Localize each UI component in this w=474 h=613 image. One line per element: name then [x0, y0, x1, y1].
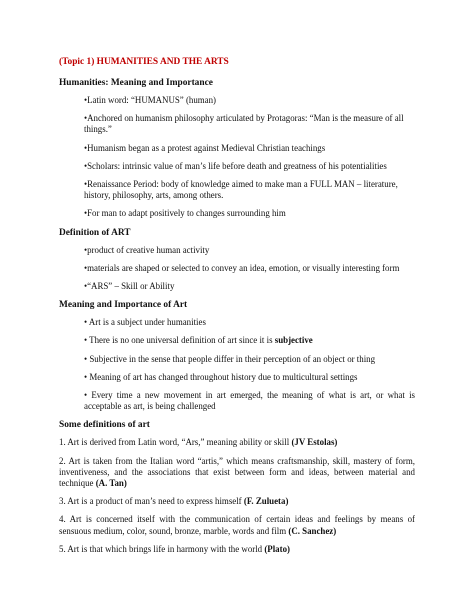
- definition-item: [59, 496, 415, 507]
- item-text: • There is no one universal definition of art since it is: [84, 335, 275, 346]
- definition-source: (F. Zulueta): [243, 496, 289, 507]
- document-title: (Topic 1) HUMANITIES AND THE ARTS: [59, 57, 229, 67]
- list-item: • Art is a subject under humanities: [84, 317, 206, 328]
- definition-item: [59, 544, 415, 555]
- list-item: •Latin word: “HUMANUS” (human): [84, 95, 217, 105]
- list-item: • Every time a new movement in art emerged, the meaning of what is art, or what is acceptable as art, is being challenged: [84, 390, 415, 412]
- section-definition-of-art: [59, 227, 415, 293]
- list-item: • Subjective in the sense that people differ in their perception of an object or thing: [84, 353, 376, 364]
- definition-source: (A. Tan): [95, 478, 127, 489]
- definition-item: [59, 514, 415, 536]
- definition-text: 1. Art is derived from Latin word, “Ars,” meaning ability or skill: [59, 437, 292, 448]
- list-item: [59, 335, 415, 346]
- definition-source: (Plato): [264, 543, 290, 554]
- list-item: •For man to adapt positively to changes surrounding him: [84, 208, 286, 219]
- section-heading-some-definitions: Some definitions of art: [59, 420, 150, 431]
- section-heading-humanities: Humanities: Meaning and Importance: [59, 78, 213, 88]
- list-item: •Anchored on humanism philosophy articulated by Protagoras: “Man is the measure of all things.”: [84, 113, 404, 135]
- list-item: •materials are shaped or selected to convey an idea, emotion, or visually interesting form: [84, 262, 400, 273]
- emphasis-text: subjective: [274, 335, 313, 346]
- list-item: •Scholars: intrinsic value of man’s life before death and greatness of his potentialities: [84, 160, 387, 171]
- definition-text: 4. Art is concerned itself with the communication of certain ideas and feelings by means of sensuous medium, color, sound, bronze, marble, words and film: [59, 514, 415, 536]
- definition-text: 5. Art is that which brings life in harmony with the world: [59, 543, 265, 554]
- section-humanities: [59, 77, 415, 220]
- list-item: •Renaissance Period: body of knowledge aimed to make man a FULL MAN – literature, history, philosophy, arts, among others.: [84, 179, 398, 201]
- definition-item: [59, 456, 415, 490]
- list-item: •Humanism began as a protest against Medieval Christian teachings: [84, 142, 326, 153]
- definition-item: [59, 437, 415, 448]
- list-item: •“ARS” – Skill or Ability: [84, 281, 175, 292]
- definition-source: (C. Sanchez): [288, 525, 337, 536]
- section-heading-meaning: Meaning and Importance of Art: [59, 300, 188, 311]
- section-heading-definition: Definition of ART: [59, 227, 131, 238]
- definition-text: 2. Art is taken from the Italian word “artis,” which means craftsmanship, skill, mastery of form, inventiveness, and the associations that exist between form and ideas, between material and technique: [59, 455, 415, 489]
- list-item: • Meaning of art has changed throughout history due to multicultural settings: [84, 371, 358, 382]
- definition-source: (JV Estolas): [291, 437, 338, 448]
- definition-text: 3. Art is a product of man’s need to express himself: [59, 496, 244, 507]
- section-some-definitions: [59, 419, 415, 555]
- section-meaning-of-art: [59, 299, 415, 412]
- list-item: •product of creative human activity: [84, 244, 210, 255]
